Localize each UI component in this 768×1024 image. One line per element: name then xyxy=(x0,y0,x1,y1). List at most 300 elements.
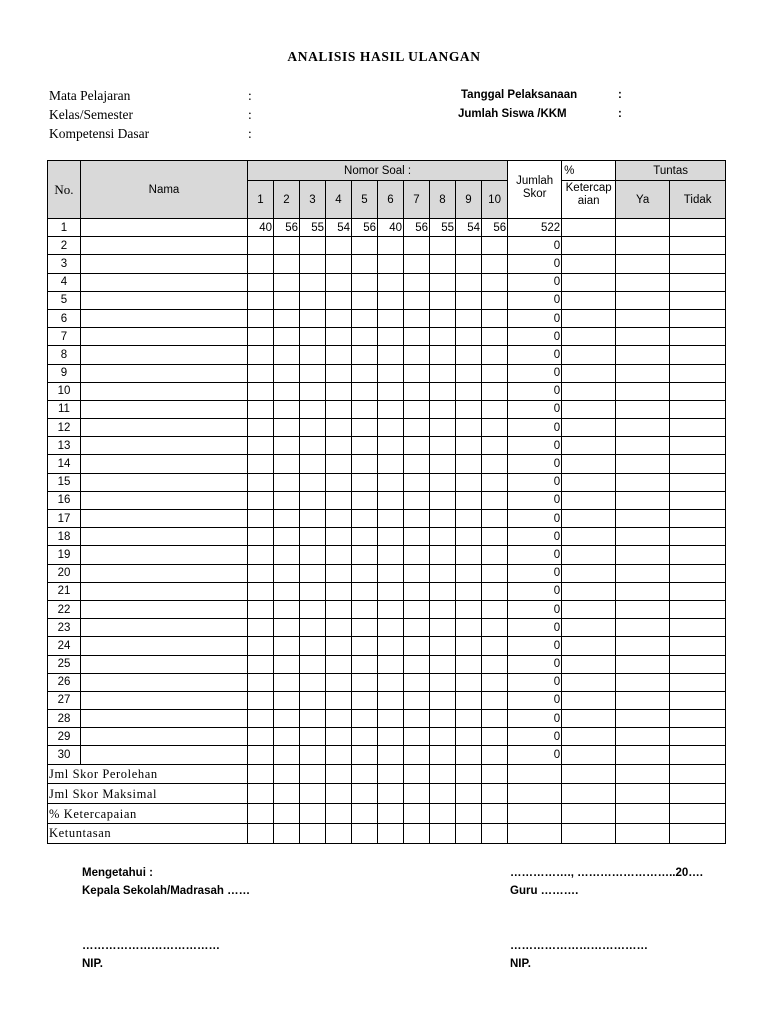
name-cell xyxy=(81,473,248,491)
header-ya: Ya xyxy=(616,181,670,219)
score-cell xyxy=(326,309,352,327)
table-row xyxy=(48,510,726,528)
row-number: 2 xyxy=(48,237,81,255)
total-score-cell: 0 xyxy=(508,728,562,746)
score-cell xyxy=(378,237,404,255)
name-cell xyxy=(81,655,248,673)
score-cell xyxy=(274,691,300,709)
score-cell xyxy=(482,291,508,309)
summary-cell xyxy=(404,824,430,844)
score-cell xyxy=(352,637,378,655)
score-cell xyxy=(352,346,378,364)
summary-cell xyxy=(300,784,326,804)
tuntas-ya-cell xyxy=(616,600,670,618)
score-cell xyxy=(456,400,482,418)
score-cell xyxy=(378,746,404,764)
name-cell xyxy=(81,582,248,600)
score-cell xyxy=(456,291,482,309)
summary-cell xyxy=(430,804,456,824)
tuntas-tidak-cell xyxy=(670,673,726,691)
percent-cell xyxy=(562,291,616,309)
score-cell xyxy=(352,419,378,437)
tuntas-ya-cell xyxy=(616,255,670,273)
row-number: 28 xyxy=(48,710,81,728)
summary-row xyxy=(48,784,726,804)
score-cell xyxy=(456,455,482,473)
summary-cell xyxy=(482,804,508,824)
score-cell xyxy=(274,528,300,546)
score-cell xyxy=(300,582,326,600)
footer-left-nip: NIP. xyxy=(82,958,103,970)
score-cell xyxy=(274,273,300,291)
score-cell xyxy=(248,273,274,291)
score-cell xyxy=(326,691,352,709)
score-cell xyxy=(430,237,456,255)
summary-cell xyxy=(456,824,482,844)
score-cell xyxy=(248,309,274,327)
score-cell xyxy=(404,400,430,418)
score-cell xyxy=(300,746,326,764)
score-cell xyxy=(404,673,430,691)
info-tanggal-colon: : xyxy=(618,89,622,101)
score-cell xyxy=(248,491,274,509)
score-cell xyxy=(430,491,456,509)
score-cell xyxy=(326,510,352,528)
score-cell xyxy=(274,309,300,327)
tuntas-tidak-cell xyxy=(670,309,726,327)
total-score-cell: 0 xyxy=(508,637,562,655)
score-cell xyxy=(274,564,300,582)
table-row xyxy=(48,528,726,546)
score-cell xyxy=(274,237,300,255)
score-cell: 55 xyxy=(430,219,456,237)
tuntas-tidak-cell xyxy=(670,273,726,291)
summary-row xyxy=(48,804,726,824)
name-cell xyxy=(81,619,248,637)
score-cell xyxy=(300,528,326,546)
row-number: 27 xyxy=(48,691,81,709)
summary-cell xyxy=(378,784,404,804)
score-cell xyxy=(378,491,404,509)
total-score-cell: 0 xyxy=(508,382,562,400)
tuntas-ya-cell xyxy=(616,219,670,237)
total-score-cell: 0 xyxy=(508,710,562,728)
score-cell xyxy=(404,346,430,364)
score-cell xyxy=(482,491,508,509)
row-number: 30 xyxy=(48,746,81,764)
percent-cell xyxy=(562,273,616,291)
score-cell: 56 xyxy=(352,219,378,237)
name-cell xyxy=(81,346,248,364)
summary-label: Jml Skor Perolehan xyxy=(48,764,248,784)
score-cell xyxy=(274,382,300,400)
score-cell xyxy=(482,728,508,746)
score-cell xyxy=(300,491,326,509)
percent-cell xyxy=(562,710,616,728)
summary-label: Ketuntasan xyxy=(48,824,248,844)
score-cell xyxy=(326,600,352,618)
info-mata-pelajaran-colon: : xyxy=(248,88,252,103)
tuntas-tidak-cell xyxy=(670,655,726,673)
tuntas-tidak-cell xyxy=(670,219,726,237)
row-number: 11 xyxy=(48,400,81,418)
total-score-cell: 0 xyxy=(508,419,562,437)
percent-cell xyxy=(562,546,616,564)
score-table xyxy=(47,160,726,844)
tuntas-tidak-cell xyxy=(670,510,726,528)
score-cell xyxy=(430,546,456,564)
score-cell xyxy=(274,746,300,764)
total-score-cell: 0 xyxy=(508,255,562,273)
score-cell xyxy=(248,473,274,491)
tuntas-tidak-cell xyxy=(670,419,726,437)
name-cell xyxy=(81,528,248,546)
info-jumlah-siswa-label: Jumlah Siswa /KKM xyxy=(458,108,567,120)
summary-cell xyxy=(404,804,430,824)
tuntas-tidak-cell xyxy=(670,491,726,509)
score-cell xyxy=(274,655,300,673)
score-cell xyxy=(378,582,404,600)
score-cell xyxy=(430,419,456,437)
percent-cell xyxy=(562,510,616,528)
tuntas-tidak-cell xyxy=(670,746,726,764)
score-cell xyxy=(430,746,456,764)
score-cell xyxy=(456,673,482,691)
summary-cell xyxy=(508,784,562,804)
score-cell xyxy=(326,455,352,473)
table-row xyxy=(48,309,726,327)
tuntas-ya-cell xyxy=(616,382,670,400)
summary-cell xyxy=(508,804,562,824)
score-cell xyxy=(482,528,508,546)
summary-row xyxy=(48,764,726,784)
summary-cell xyxy=(670,804,726,824)
tuntas-tidak-cell xyxy=(670,437,726,455)
tuntas-ya-cell xyxy=(616,473,670,491)
info-jumlah-siswa-colon: : xyxy=(618,108,622,120)
score-cell xyxy=(482,473,508,491)
score-cell xyxy=(352,237,378,255)
footer-guru: Guru ………. xyxy=(510,885,579,897)
score-cell xyxy=(430,473,456,491)
score-cell xyxy=(352,400,378,418)
score-cell xyxy=(378,691,404,709)
row-number: 4 xyxy=(48,273,81,291)
summary-cell xyxy=(248,764,274,784)
tuntas-ya-cell xyxy=(616,710,670,728)
tuntas-tidak-cell xyxy=(670,564,726,582)
tuntas-ya-cell xyxy=(616,673,670,691)
score-cell xyxy=(352,691,378,709)
table-row xyxy=(48,328,726,346)
score-cell xyxy=(404,291,430,309)
score-cell xyxy=(404,528,430,546)
score-cell xyxy=(482,546,508,564)
score-cell xyxy=(248,673,274,691)
name-cell xyxy=(81,637,248,655)
score-cell xyxy=(482,619,508,637)
score-cell xyxy=(274,510,300,528)
table-row xyxy=(48,346,726,364)
summary-cell xyxy=(274,804,300,824)
score-cell xyxy=(404,328,430,346)
score-cell xyxy=(430,309,456,327)
score-cell xyxy=(456,728,482,746)
header-percent: % xyxy=(562,161,616,181)
table-row xyxy=(48,237,726,255)
score-cell xyxy=(482,710,508,728)
tuntas-tidak-cell xyxy=(670,528,726,546)
summary-cell xyxy=(670,824,726,844)
score-cell xyxy=(482,237,508,255)
tuntas-tidak-cell xyxy=(670,473,726,491)
info-kompetensi-dasar-label: Kompetensi Dasar xyxy=(49,126,150,141)
score-cell xyxy=(482,400,508,418)
footer-left-signature-line: ……………………………… xyxy=(82,940,220,952)
summary-cell xyxy=(562,784,616,804)
score-cell xyxy=(274,728,300,746)
score-cell xyxy=(352,510,378,528)
table-row xyxy=(48,746,726,764)
total-score-cell: 0 xyxy=(508,582,562,600)
score-cell xyxy=(274,491,300,509)
score-cell xyxy=(378,273,404,291)
score-cell xyxy=(326,710,352,728)
total-score-cell: 0 xyxy=(508,619,562,637)
score-cell xyxy=(456,382,482,400)
table-row xyxy=(48,619,726,637)
header-soal-7: 7 xyxy=(404,181,430,219)
score-cell xyxy=(482,564,508,582)
score-cell xyxy=(378,528,404,546)
score-cell xyxy=(326,564,352,582)
row-number: 13 xyxy=(48,437,81,455)
score-cell xyxy=(378,291,404,309)
percent-cell xyxy=(562,328,616,346)
percent-cell xyxy=(562,491,616,509)
header-soal-3: 3 xyxy=(300,181,326,219)
percent-cell xyxy=(562,382,616,400)
name-cell xyxy=(81,455,248,473)
summary-cell xyxy=(482,784,508,804)
info-tanggal-label: Tanggal Pelaksanaan xyxy=(461,89,578,101)
score-cell xyxy=(378,673,404,691)
table-row xyxy=(48,564,726,582)
info-mata-pelajaran-label: Mata Pelajaran xyxy=(49,88,131,103)
score-cell xyxy=(404,309,430,327)
score-cell xyxy=(378,255,404,273)
tuntas-ya-cell xyxy=(616,437,670,455)
table-row xyxy=(48,219,726,237)
header-nomor-soal: Nomor Soal : xyxy=(248,161,508,181)
row-number: 5 xyxy=(48,291,81,309)
score-cell: 54 xyxy=(326,219,352,237)
score-cell xyxy=(378,437,404,455)
header-soal-9: 9 xyxy=(456,181,482,219)
table-row xyxy=(48,491,726,509)
score-cell xyxy=(300,637,326,655)
summary-cell xyxy=(352,784,378,804)
info-kelas-semester-label: Kelas/Semester xyxy=(49,107,133,122)
table-row xyxy=(48,455,726,473)
summary-cell xyxy=(404,764,430,784)
row-number: 23 xyxy=(48,619,81,637)
summary-cell xyxy=(274,764,300,784)
name-cell xyxy=(81,219,248,237)
table-row xyxy=(48,582,726,600)
name-cell xyxy=(81,710,248,728)
percent-cell xyxy=(562,637,616,655)
score-cell xyxy=(456,691,482,709)
table-row xyxy=(48,546,726,564)
score-cell xyxy=(404,364,430,382)
percent-cell xyxy=(562,728,616,746)
summary-row xyxy=(48,824,726,844)
percent-cell xyxy=(562,419,616,437)
summary-cell xyxy=(378,824,404,844)
score-cell xyxy=(404,546,430,564)
score-cell xyxy=(300,673,326,691)
score-cell xyxy=(482,655,508,673)
row-number: 14 xyxy=(48,455,81,473)
score-cell xyxy=(430,600,456,618)
summary-cell xyxy=(326,784,352,804)
score-cell xyxy=(274,710,300,728)
total-score-cell: 0 xyxy=(508,473,562,491)
percent-cell xyxy=(562,309,616,327)
footer-right-signature-line: ……………………………… xyxy=(510,940,648,952)
summary-cell xyxy=(430,784,456,804)
header-soal-10: 10 xyxy=(482,181,508,219)
total-score-cell: 0 xyxy=(508,600,562,618)
name-cell xyxy=(81,237,248,255)
score-cell xyxy=(326,400,352,418)
percent-cell xyxy=(562,364,616,382)
score-cell xyxy=(430,637,456,655)
score-cell xyxy=(248,237,274,255)
score-cell xyxy=(352,528,378,546)
score-cell xyxy=(300,346,326,364)
tuntas-ya-cell xyxy=(616,546,670,564)
score-cell xyxy=(430,619,456,637)
row-number: 1 xyxy=(48,219,81,237)
score-cell: 54 xyxy=(456,219,482,237)
info-kompetensi-dasar-colon: : xyxy=(248,126,252,141)
header-soal-8: 8 xyxy=(430,181,456,219)
tuntas-tidak-cell xyxy=(670,291,726,309)
score-cell xyxy=(274,473,300,491)
percent-cell xyxy=(562,437,616,455)
total-score-cell: 0 xyxy=(508,455,562,473)
score-cell xyxy=(326,655,352,673)
score-cell xyxy=(352,491,378,509)
score-cell xyxy=(404,419,430,437)
score-cell xyxy=(274,582,300,600)
score-cell xyxy=(248,455,274,473)
score-cell xyxy=(404,582,430,600)
score-cell xyxy=(248,510,274,528)
score-cell xyxy=(456,419,482,437)
summary-cell xyxy=(300,824,326,844)
score-cell xyxy=(248,419,274,437)
row-number: 24 xyxy=(48,637,81,655)
percent-cell xyxy=(562,582,616,600)
tuntas-ya-cell xyxy=(616,637,670,655)
percent-cell xyxy=(562,400,616,418)
total-score-cell: 0 xyxy=(508,546,562,564)
score-cell xyxy=(430,655,456,673)
score-cell xyxy=(430,437,456,455)
score-cell xyxy=(326,419,352,437)
score-cell xyxy=(300,291,326,309)
score-cell xyxy=(300,691,326,709)
summary-cell xyxy=(404,784,430,804)
tuntas-ya-cell xyxy=(616,237,670,255)
score-cell xyxy=(378,328,404,346)
summary-cell xyxy=(352,824,378,844)
score-cell xyxy=(482,328,508,346)
score-cell xyxy=(378,309,404,327)
row-number: 15 xyxy=(48,473,81,491)
tuntas-tidak-cell xyxy=(670,582,726,600)
score-cell xyxy=(456,491,482,509)
score-cell xyxy=(378,364,404,382)
score-cell xyxy=(274,400,300,418)
row-number: 12 xyxy=(48,419,81,437)
score-cell xyxy=(404,255,430,273)
score-cell xyxy=(326,491,352,509)
total-score-cell: 0 xyxy=(508,328,562,346)
name-cell xyxy=(81,437,248,455)
score-cell xyxy=(430,346,456,364)
summary-cell xyxy=(616,804,670,824)
score-cell xyxy=(248,728,274,746)
percent-cell xyxy=(562,255,616,273)
summary-cell xyxy=(456,804,482,824)
score-cell xyxy=(456,255,482,273)
table-row xyxy=(48,382,726,400)
table-row xyxy=(48,273,726,291)
tuntas-ya-cell xyxy=(616,510,670,528)
score-cell xyxy=(352,746,378,764)
score-cell xyxy=(404,455,430,473)
row-number: 26 xyxy=(48,673,81,691)
score-cell xyxy=(404,382,430,400)
score-cell xyxy=(482,382,508,400)
total-score-cell: 0 xyxy=(508,364,562,382)
score-cell xyxy=(352,437,378,455)
score-cell xyxy=(404,564,430,582)
summary-cell xyxy=(616,824,670,844)
header-tidak: Tidak xyxy=(670,181,726,219)
score-cell xyxy=(300,400,326,418)
score-cell xyxy=(456,564,482,582)
percent-cell xyxy=(562,528,616,546)
score-cell xyxy=(352,600,378,618)
score-cell xyxy=(430,564,456,582)
score-cell xyxy=(248,291,274,309)
score-cell xyxy=(248,637,274,655)
tuntas-ya-cell xyxy=(616,328,670,346)
score-cell xyxy=(326,346,352,364)
name-cell xyxy=(81,564,248,582)
tuntas-tidak-cell xyxy=(670,400,726,418)
score-cell xyxy=(378,346,404,364)
score-cell xyxy=(300,419,326,437)
name-cell xyxy=(81,291,248,309)
summary-cell xyxy=(300,764,326,784)
score-cell xyxy=(456,600,482,618)
